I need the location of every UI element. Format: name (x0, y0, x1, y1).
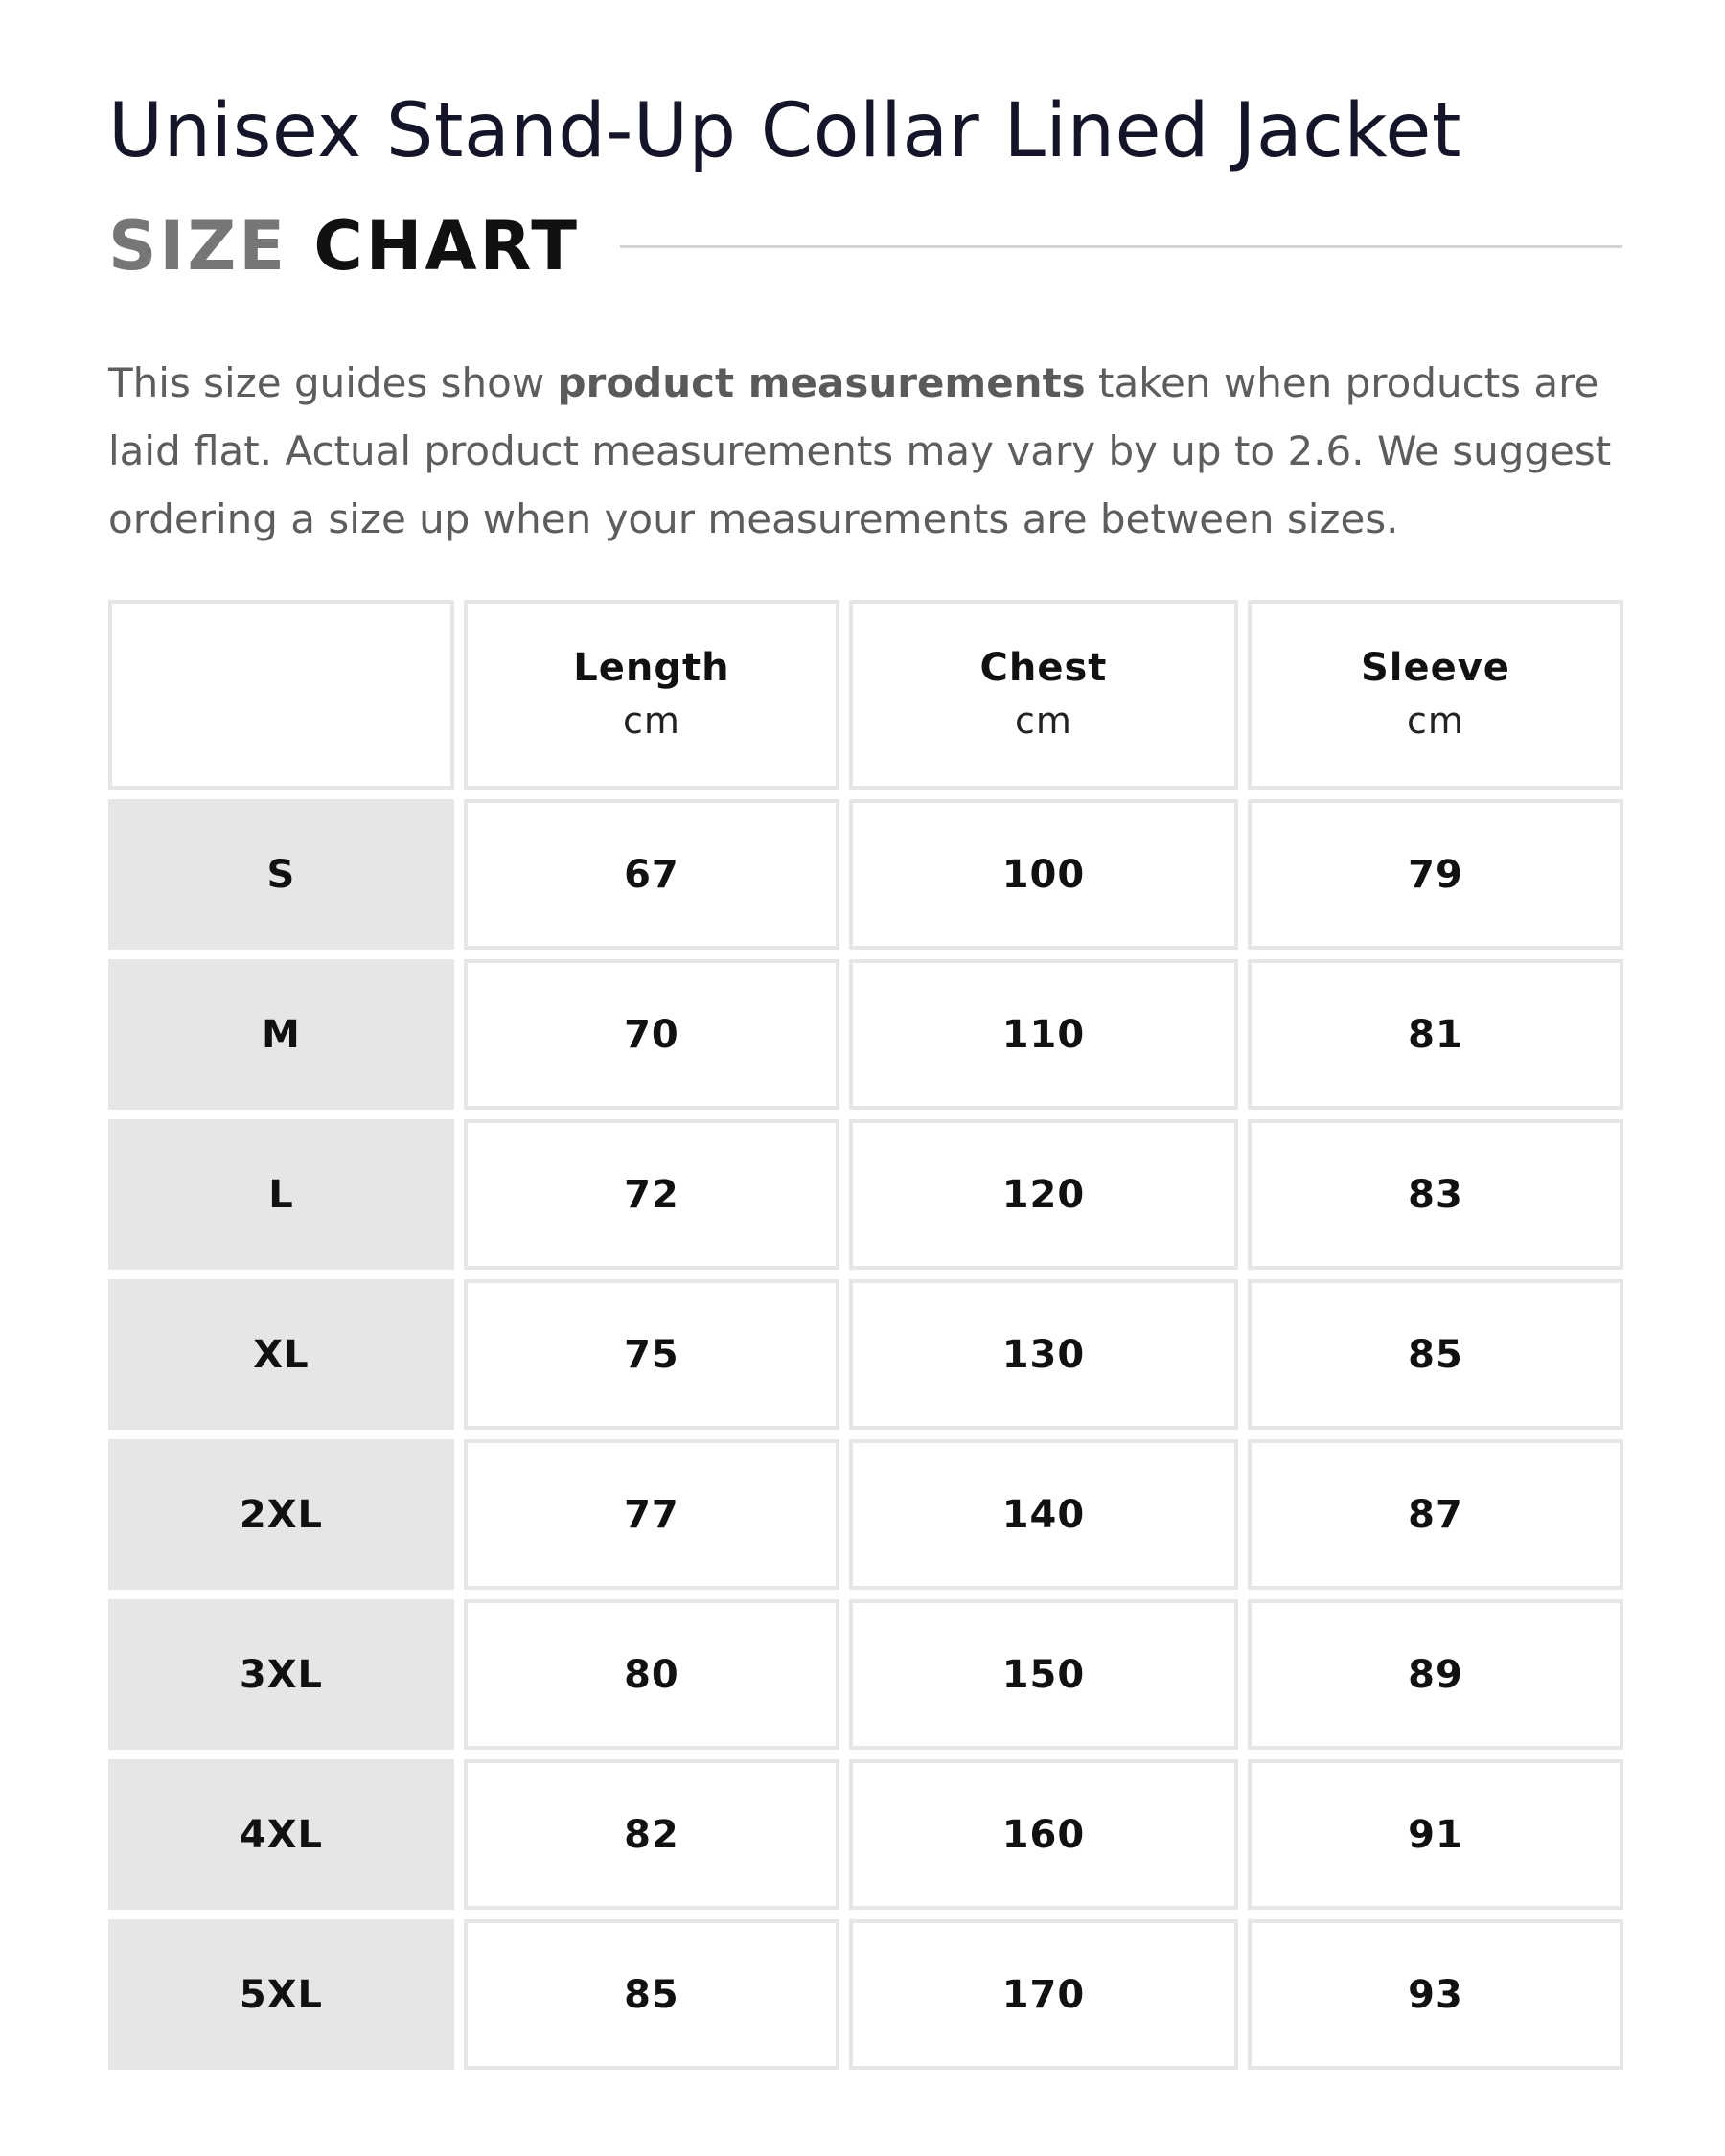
subtitle-word-chart: CHART (313, 207, 581, 286)
length-cell (464, 959, 840, 1110)
size-label: XL (253, 1332, 310, 1377)
size-label: L (268, 1172, 294, 1217)
size-cell (108, 1119, 454, 1270)
header-label-chest: Chest (979, 646, 1108, 690)
length-cell (464, 1119, 840, 1270)
sleeve-cell (1248, 799, 1623, 950)
table-row (108, 1439, 1623, 1599)
length-cell (464, 799, 840, 950)
chest-value: 110 (1001, 1012, 1086, 1057)
size-table (108, 600, 1623, 2070)
table-row (108, 1919, 1623, 2070)
sleeve-value: 81 (1408, 1012, 1463, 1057)
chest-value: 160 (1001, 1812, 1086, 1857)
length-value: 82 (624, 1812, 679, 1857)
size-chart-heading (108, 203, 1622, 289)
sleeve-cell (1248, 1279, 1623, 1430)
size-cell (108, 959, 454, 1110)
header-label-length: Length (573, 646, 730, 690)
table-row (108, 1599, 1623, 1759)
sleeve-value: 89 (1408, 1652, 1463, 1697)
header-label-sleeve: Sleeve (1360, 646, 1510, 690)
intro-text-end: taken when products are laid flat. Actual product measurements may vary by up to 2.6. We suggest ordering a size up when your measurements are between sizes. (108, 359, 1612, 542)
length-value: 77 (624, 1492, 679, 1537)
chest-value: 170 (1001, 1972, 1086, 2017)
header-unit-sleeve: cm (1406, 700, 1464, 742)
sleeve-value: 85 (1408, 1332, 1463, 1377)
chest-value: 140 (1001, 1492, 1086, 1537)
table-row (108, 1119, 1623, 1279)
subtitle-word-size: SIZE (108, 207, 288, 286)
length-value: 70 (624, 1012, 679, 1057)
length-cell (464, 1759, 840, 1910)
size-label: 4XL (239, 1812, 324, 1857)
header-cell-chest (849, 600, 1238, 790)
length-cell (464, 1599, 840, 1750)
header-cell-sleeve (1248, 600, 1623, 790)
sleeve-value: 79 (1408, 852, 1463, 897)
heading-divider (620, 245, 1622, 248)
chest-cell (849, 1759, 1238, 1910)
page-title: Unisex Stand-Up Collar Lined Jacket (108, 88, 1461, 174)
sleeve-cell (1248, 1759, 1623, 1910)
table-header-row (108, 600, 1623, 799)
size-cell (108, 1759, 454, 1910)
chest-cell (849, 1279, 1238, 1430)
intro-paragraph (108, 349, 1642, 553)
length-cell (464, 1279, 840, 1430)
sleeve-cell (1248, 1439, 1623, 1590)
size-label: S (266, 852, 296, 897)
chest-cell (849, 1439, 1238, 1590)
chest-value: 120 (1001, 1172, 1086, 1217)
size-label: 3XL (239, 1652, 324, 1697)
size-cell (108, 799, 454, 950)
length-value: 85 (624, 1972, 679, 2017)
chest-value: 130 (1001, 1332, 1086, 1377)
chest-cell (849, 1599, 1238, 1750)
table-row (108, 1279, 1623, 1439)
size-cell (108, 1599, 454, 1750)
sleeve-cell (1248, 959, 1623, 1110)
length-value: 80 (624, 1652, 679, 1697)
chest-cell (849, 799, 1238, 950)
size-cell (108, 1439, 454, 1590)
length-cell (464, 1439, 840, 1590)
sleeve-value: 91 (1408, 1812, 1463, 1857)
sleeve-cell (1248, 1119, 1623, 1270)
chest-value: 100 (1001, 852, 1086, 897)
size-cell (108, 1279, 454, 1430)
intro-text-bold: product measurements (557, 359, 1086, 406)
length-value: 75 (624, 1332, 679, 1377)
length-value: 67 (624, 852, 679, 897)
size-label: M (262, 1012, 301, 1057)
length-value: 72 (624, 1172, 679, 1217)
header-cell-length (464, 600, 840, 790)
sleeve-value: 93 (1408, 1972, 1463, 2017)
header-unit-chest: cm (1014, 700, 1072, 742)
chest-value: 150 (1001, 1652, 1086, 1697)
sleeve-value: 87 (1408, 1492, 1463, 1537)
sleeve-value: 83 (1408, 1172, 1463, 1217)
size-label: 2XL (239, 1492, 324, 1537)
table-row (108, 1759, 1623, 1919)
size-cell (108, 1919, 454, 2070)
table-row (108, 799, 1623, 959)
table-row (108, 959, 1623, 1119)
size-label: 5XL (239, 1972, 324, 2017)
chest-cell (849, 1919, 1238, 2070)
header-empty-cell (108, 600, 454, 790)
chest-cell (849, 1119, 1238, 1270)
intro-text-start: This size guides show (108, 359, 558, 406)
chest-cell (849, 959, 1238, 1110)
sleeve-cell (1248, 1599, 1623, 1750)
sleeve-cell (1248, 1919, 1623, 2070)
header-unit-length: cm (622, 700, 680, 742)
size-chart-subtitle (108, 203, 580, 289)
length-cell (464, 1919, 840, 2070)
